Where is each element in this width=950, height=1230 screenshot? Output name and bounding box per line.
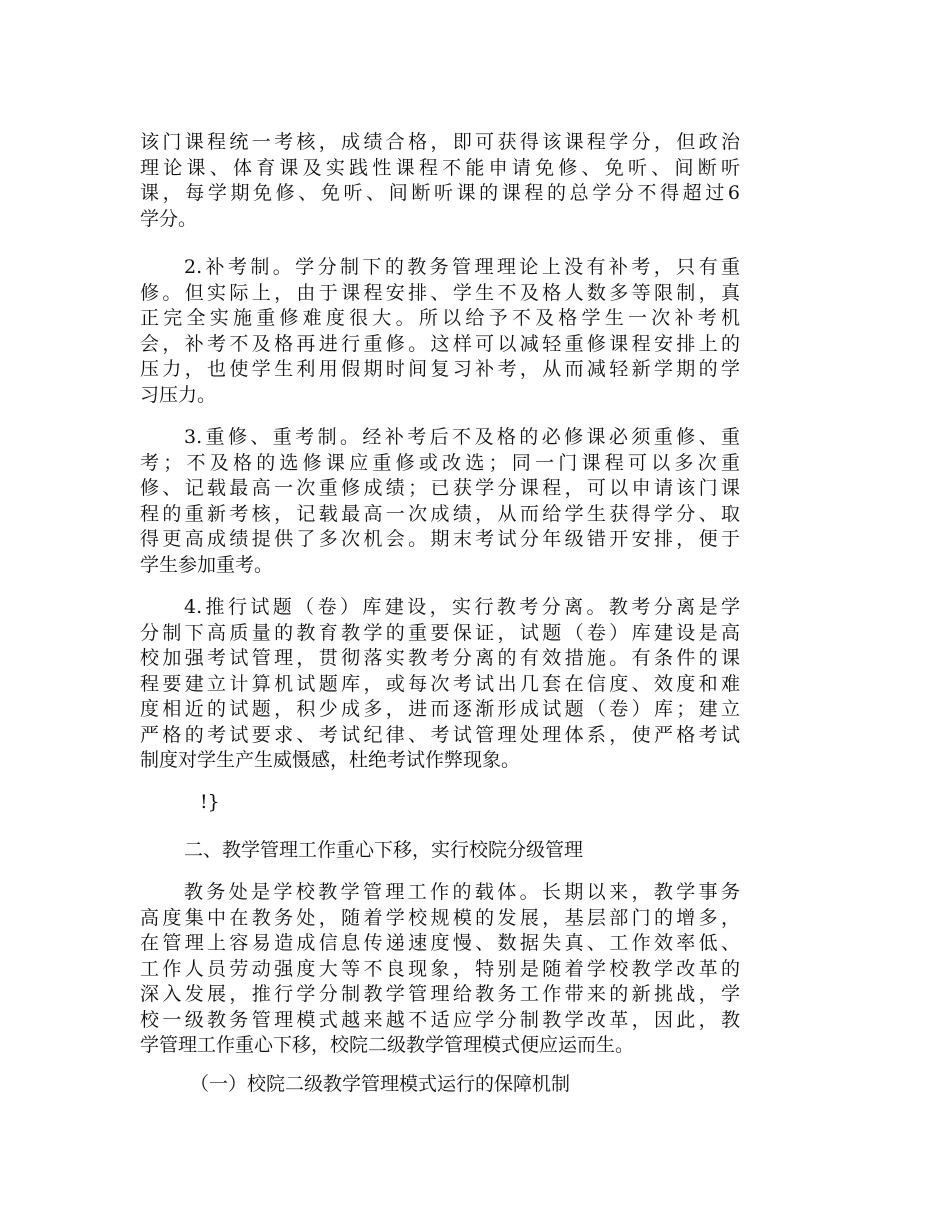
subsection-heading-text: （一）校院二级教学管理模式运行的保障机制 <box>190 1073 571 1095</box>
text-line: 深入发展，推行学分制教学管理给教务工作带来的新挑战，学 <box>140 983 740 1005</box>
text-line: 在管理上容易造成信息传递速度慢、数据失真、工作效率低、 <box>140 932 740 954</box>
text-line: 制度对学生产生威慑感，杜绝考试作弊现象。 <box>140 749 521 771</box>
stray-mark <box>140 790 740 816</box>
subsection-heading <box>140 1072 740 1098</box>
text-line: 工作人员劳动强度大等不良现象，特别是随着学校教学改革的 <box>140 957 740 980</box>
text-line: 修。但实际上，由于课程安排、学生不及格人数多等限制，真 <box>140 281 740 304</box>
text-line: 习压力。 <box>140 383 217 406</box>
paragraph-makeup-exam <box>140 255 740 408</box>
text-line: 4.推行试题（卷）库建设，实行教考分离。教考分离是学 <box>184 596 740 618</box>
section-heading-text: 二、教学管理工作重心下移，实行校院分级管理 <box>184 839 584 861</box>
text-line: 得更高成绩提供了多次机会。期末考试分年级错开安排，便于 <box>140 528 740 550</box>
text-line: 修、记载最高一次重修成绩；已获学分课程，可以申请该门课 <box>140 477 740 499</box>
text-line: 考；不及格的选修课应重修或改选；同一门课程可以多次重 <box>140 451 740 474</box>
text-line: 压力，也使学生利用假期时间复习补考，从而减轻新学期的学 <box>140 358 740 380</box>
paragraph-retake <box>140 425 740 578</box>
text-line: 校一级教务管理模式越来越不适应学分制教学改革，因此，教 <box>140 1008 740 1031</box>
text-line: 3.重修、重考制。经补考后不及格的必修课必须重修、重 <box>184 426 740 448</box>
section-heading <box>140 838 740 864</box>
text-line: 高度集中在教务处，随着学校规模的发展，基层部门的增多， <box>140 906 740 929</box>
text-line: 正完全实施重修难度很大。所以给予不及格学生一次补考机 <box>140 307 740 329</box>
paragraph-course-exemption <box>140 130 740 232</box>
text-line: 2.补考制。学分制下的教务管理理论上没有补考，只有重 <box>184 256 740 278</box>
text-line: 程的重新考核，记载最高一次成绩，从而给学生获得学分、取 <box>140 502 740 525</box>
text-line: 理论课、体育课及实践性课程不能申请免修、免听、间断听 <box>140 156 740 179</box>
text-line: 学生参加重考。 <box>140 553 274 576</box>
text-line: 程要建立计算机试题库，或每次考试出几套在信度、效度和难 <box>140 672 740 695</box>
text-line: 校加强考试管理，贯彻落实教考分离的有效措施。有条件的课 <box>140 647 740 669</box>
text-line: 课，每学期免修、免听、间断听课的课程的总学分不得超过6 <box>140 182 740 204</box>
text-line: 学分。 <box>140 207 198 230</box>
text-line: 会，补考不及格再进行重修。这样可以减轻重修课程安排上的 <box>140 332 740 355</box>
text-line: 学管理工作重心下移，校院二级教学管理模式便应运而生。 <box>140 1034 635 1056</box>
text-line: 该门课程统一考核，成绩合格，即可获得该课程学分，但政治 <box>140 131 740 153</box>
stray-mark-text: !} <box>200 791 220 813</box>
text-line: 严格的考试要求、考试纪律、考试管理处理体系，使严格考试 <box>140 723 740 746</box>
paragraph-question-bank <box>140 595 740 774</box>
text-line: 分制下高质量的教育教学的重要保证，试题（卷）库建设是高 <box>140 621 740 644</box>
paragraph-academic-affairs <box>140 880 740 1059</box>
text-line: 度相近的试题，积少成多，进而逐渐形成试题（卷）库；建立 <box>140 698 740 720</box>
text-line: 教务处是学校教学管理工作的载体。长期以来，教学事务 <box>184 881 740 903</box>
